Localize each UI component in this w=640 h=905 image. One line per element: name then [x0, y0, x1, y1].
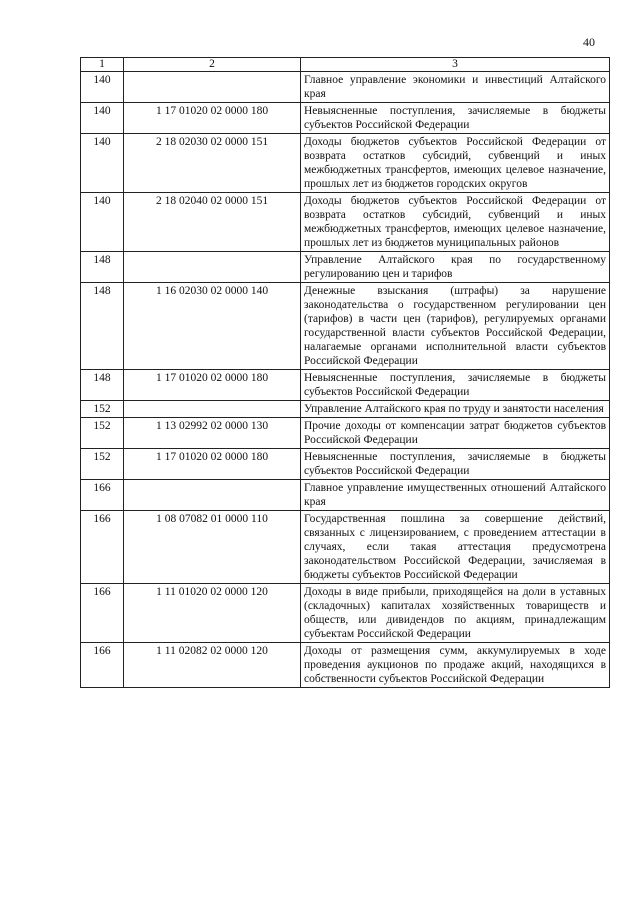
admin-code-cell: 166 — [81, 643, 124, 688]
description-cell: Невыясненные поступления, зачисляемые в бюджеты субъектов Российской Федерации — [301, 370, 610, 401]
description-cell: Невыясненные поступления, зачисляемые в бюджеты субъектов Российской Федерации — [301, 449, 610, 480]
budget-code-cell: 1 11 01020 02 0000 120 — [124, 584, 301, 643]
budget-revenue-table — [80, 57, 610, 688]
description-cell: Невыясненные поступления, зачисляемые в бюджеты субъектов Российской Федерации — [301, 103, 610, 134]
description-cell: Денежные взыскания (штрафы) за нарушение законодательства о государственном регулировании цен (тарифов) в части цен (тарифов), регулируемых органами государственной власти субъектов Российской Федерации, налагаемые органами исполнительной власти субъектов Российской Федерации — [301, 283, 610, 370]
admin-code-cell: 148 — [81, 252, 124, 283]
column-header-1: 1 — [81, 58, 124, 72]
table-row — [81, 283, 610, 370]
table-row — [81, 511, 610, 584]
table-row — [81, 193, 610, 252]
budget-code-cell: 1 17 01020 02 0000 180 — [124, 103, 301, 134]
budget-code-cell: 1 11 02082 02 0000 120 — [124, 643, 301, 688]
table-row — [81, 480, 610, 511]
description-cell: Доходы в виде прибыли, приходящейся на доли в уставных (складочных) капиталах хозяйственных товариществ и обществ, или дивидендов по акциям, принадлежащим субъектам Российской Федерации — [301, 584, 610, 643]
admin-code-cell: 166 — [81, 511, 124, 584]
page-number: 40 — [583, 35, 595, 49]
admin-code-cell: 140 — [81, 134, 124, 193]
admin-code-cell: 166 — [81, 480, 124, 511]
budget-code-cell: 2 18 02040 02 0000 151 — [124, 193, 301, 252]
admin-code-cell: 148 — [81, 370, 124, 401]
budget-code-cell — [124, 252, 301, 283]
description-cell: Управление Алтайского края по труду и занятости населения — [301, 401, 610, 418]
table-row — [81, 103, 610, 134]
budget-code-cell: 2 18 02030 02 0000 151 — [124, 134, 301, 193]
budget-code-cell: 1 16 02030 02 0000 140 — [124, 283, 301, 370]
admin-code-cell: 152 — [81, 418, 124, 449]
table-row — [81, 401, 610, 418]
admin-code-cell: 152 — [81, 449, 124, 480]
table-row — [81, 643, 610, 688]
table-row — [81, 370, 610, 401]
admin-code-cell: 148 — [81, 283, 124, 370]
budget-code-cell: 1 17 01020 02 0000 180 — [124, 370, 301, 401]
budget-code-cell: 1 17 01020 02 0000 180 — [124, 449, 301, 480]
description-cell: Главное управление экономики и инвестиций Алтайского края — [301, 72, 610, 103]
admin-code-cell: 166 — [81, 584, 124, 643]
budget-code-cell — [124, 72, 301, 103]
description-cell: Управление Алтайского края по государственному регулированию цен и тарифов — [301, 252, 610, 283]
table-row — [81, 252, 610, 283]
description-cell: Прочие доходы от компенсации затрат бюджетов субъектов Российской Федерации — [301, 418, 610, 449]
admin-code-cell: 152 — [81, 401, 124, 418]
table-row — [81, 418, 610, 449]
budget-code-cell: 1 13 02992 02 0000 130 — [124, 418, 301, 449]
budget-code-cell: 1 08 07082 01 0000 110 — [124, 511, 301, 584]
description-cell: Доходы от размещения сумм, аккумулируемых в ходе проведения аукционов по продаже акций, находящихся в собственности субъектов Российской Федерации — [301, 643, 610, 688]
table-header-row — [81, 58, 610, 72]
description-cell: Доходы бюджетов субъектов Российской Федерации от возврата остатков субсидий, субвенций и иных межбюджетных трансфертов, имеющих целевое назначение, прошлых лет из бюджетов муниципальных районов — [301, 193, 610, 252]
budget-code-cell — [124, 480, 301, 511]
column-header-3: 3 — [301, 58, 610, 72]
table-row — [81, 449, 610, 480]
admin-code-cell: 140 — [81, 103, 124, 134]
description-cell: Государственная пошлина за совершение действий, связанных с лицензированием, с проведением аттестации в случаях, если такая аттестация предусмотрена законодательством Российской Федерации, зачисляемая в бюджеты субъектов Российской Федерации — [301, 511, 610, 584]
table-row — [81, 134, 610, 193]
budget-code-cell — [124, 401, 301, 418]
description-cell: Главное управление имущественных отношений Алтайского края — [301, 480, 610, 511]
admin-code-cell: 140 — [81, 72, 124, 103]
table-body — [81, 72, 610, 688]
admin-code-cell: 140 — [81, 193, 124, 252]
table-row — [81, 72, 610, 103]
table-row — [81, 584, 610, 643]
column-header-2: 2 — [124, 58, 301, 72]
description-cell: Доходы бюджетов субъектов Российской Федерации от возврата остатков субсидий, субвенций и иных межбюджетных трансфертов, имеющих целевое назначение, прошлых лет из бюджетов городских округов — [301, 134, 610, 193]
